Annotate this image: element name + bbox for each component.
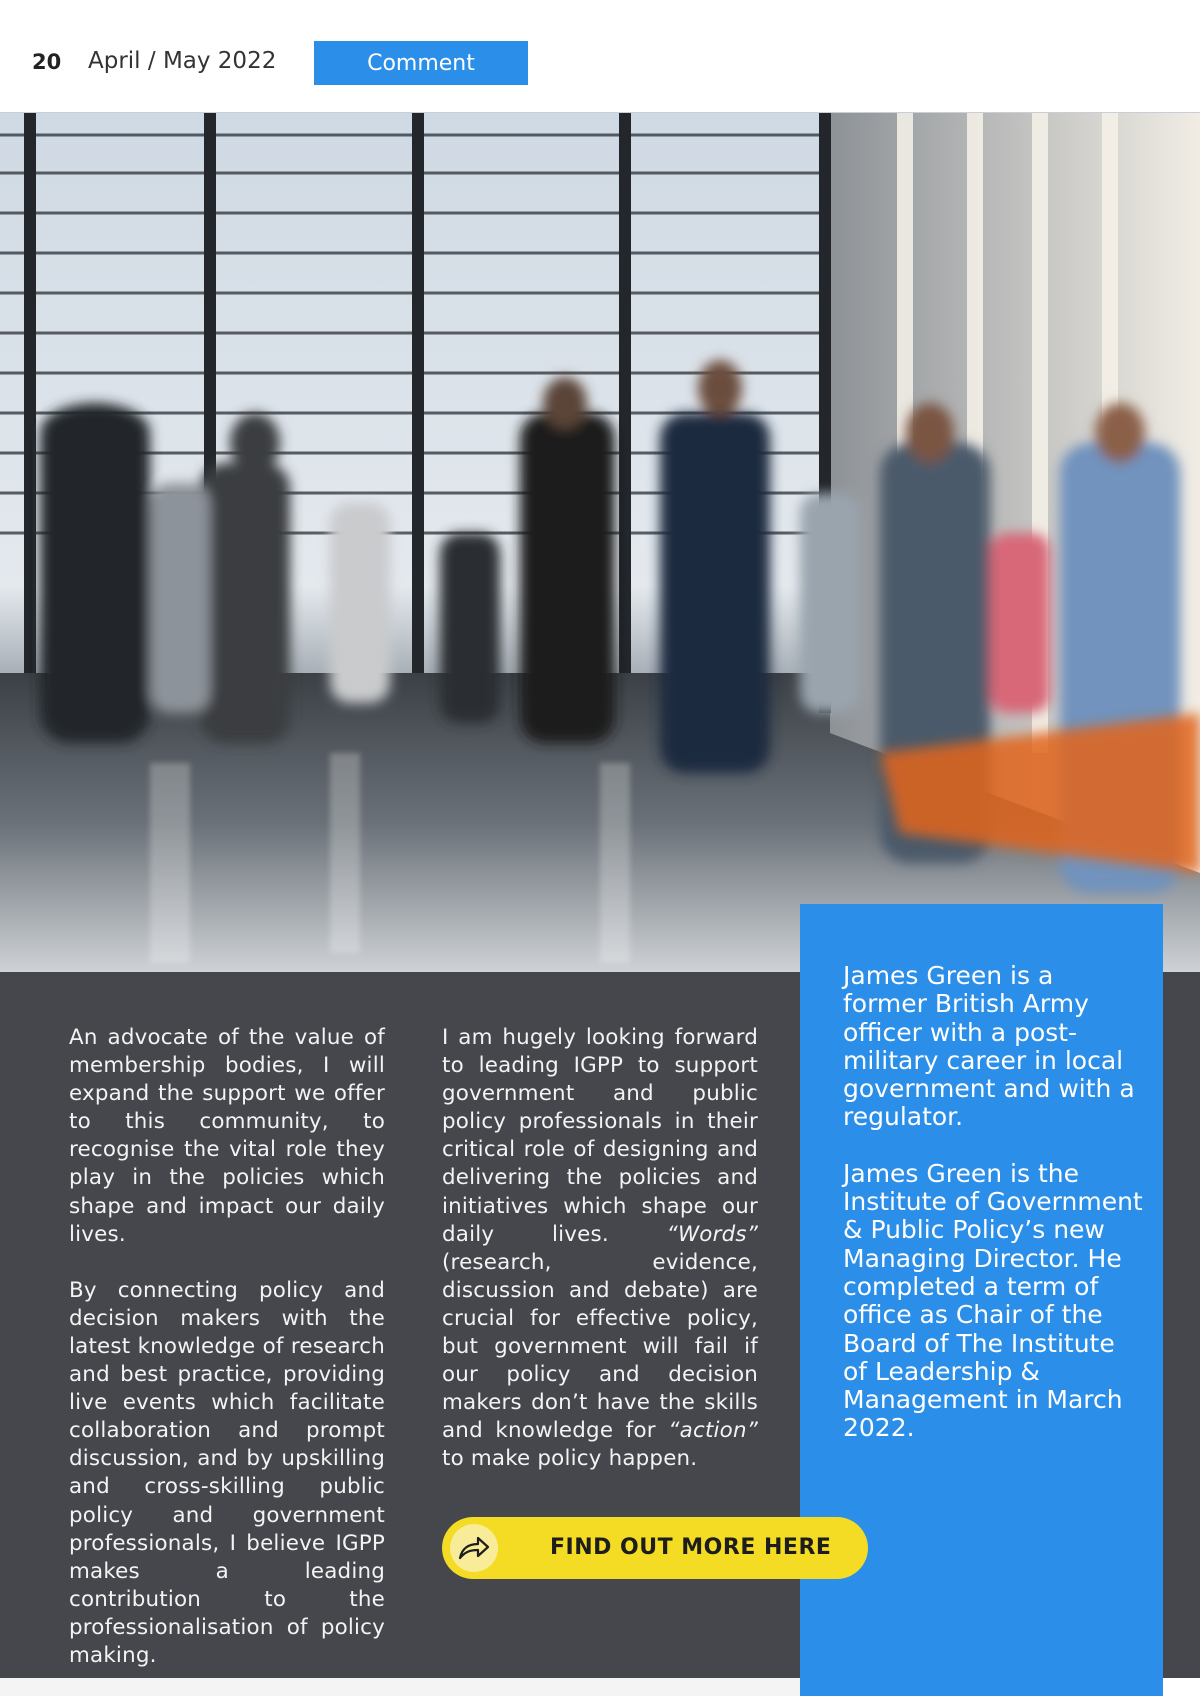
article-text: (research, evidence, discussion and debate) are crucial for effective policy, but government will fail if our policy and decision makers don’t have the skills and knowledge for bbox=[442, 1249, 758, 1444]
page-number: 20 bbox=[32, 50, 62, 74]
article-paragraph: An advocate of the value of membership bodies, I will expand the support we offer to this community, to recognise the vital role they play in the policies which shape and impact our daily lives. bbox=[69, 1025, 385, 1247]
find-out-more-label: FIND OUT MORE HERE bbox=[550, 1535, 832, 1560]
page-footer-strip bbox=[0, 1678, 800, 1696]
issue-date: April / May 2022 bbox=[88, 48, 277, 74]
article-text: to make policy happen. bbox=[442, 1446, 698, 1472]
page-header bbox=[0, 0, 1200, 112]
bio-paragraph: James Green is a former British Army officer with a post-military career in local government and with a regulator. bbox=[843, 961, 1135, 1132]
share-arrow-icon bbox=[450, 1524, 498, 1572]
article-paragraph: By connecting policy and decision makers with the latest knowledge of research and best practice, providing live events which facilitate collaboration and prompt discussion, and by upskilling and cross-skilling public policy and government professionals, I believe IGPP makes a leading contribution to the professionalisation of policy making. bbox=[69, 1277, 385, 1668]
article-right-column bbox=[442, 1024, 758, 1502]
author-bio bbox=[843, 962, 1143, 1471]
find-out-more-button[interactable] bbox=[442, 1517, 868, 1579]
event-crowd-photo bbox=[0, 112, 1200, 973]
bio-paragraph: James Green is the Institute of Government & Public Policy’s new Managing Director. He completed a term of office as Chair of the Board of The Institute of Leadership & Management in March 2022. bbox=[843, 1158, 1143, 1443]
quoted-word: “action” bbox=[668, 1418, 758, 1444]
section-tab: Comment bbox=[314, 41, 528, 85]
article-left-column bbox=[69, 1024, 385, 1698]
article-paragraph bbox=[442, 1024, 758, 1474]
article-text: I am hugely looking forward to leading IGPP to support government and public policy professionals in their critical role of designing and delivering the policies and initiatives which shape our daily lives. bbox=[442, 1025, 758, 1247]
quoted-word: “Words” bbox=[666, 1221, 758, 1247]
